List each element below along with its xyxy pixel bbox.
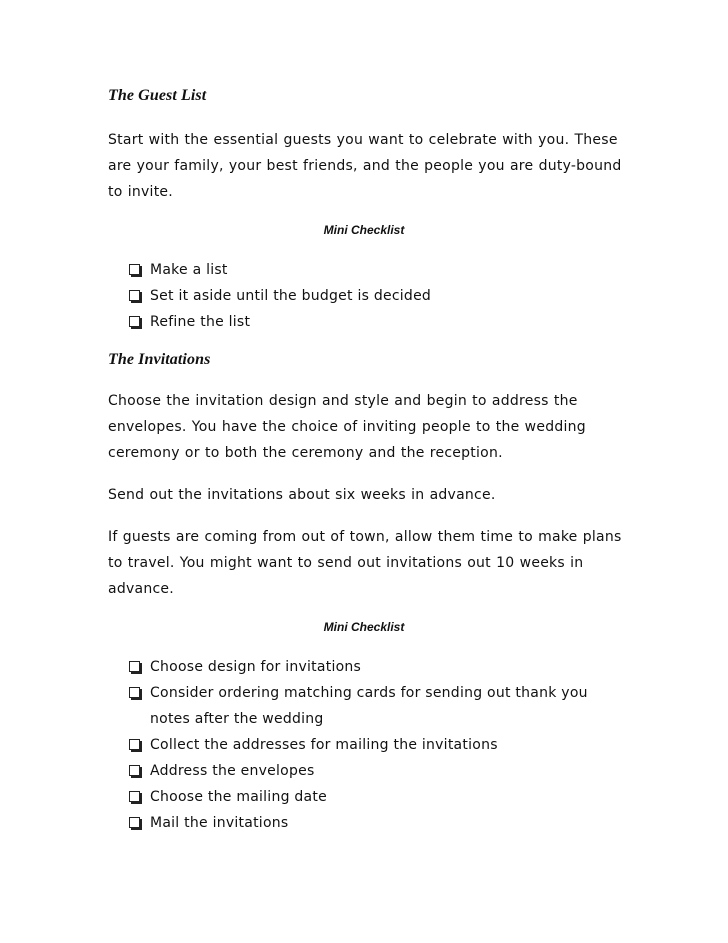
checklist-item — [108, 732, 628, 758]
checkbox-icon[interactable] — [129, 739, 140, 750]
checklist-item-label: Refine the list — [150, 314, 251, 330]
checklist-item — [108, 758, 628, 784]
checklist-item-label: Address the envelopes — [150, 763, 315, 779]
invitations-paragraph-1: Choose the invitation design and style and begin to address the envelopes. You have the choice of inviting people to the wedding ceremony or to both the ceremony and the reception. — [108, 393, 586, 461]
checklist-item — [108, 283, 628, 309]
checklist-item-label: Choose the mailing date — [150, 789, 327, 805]
checklist-item — [108, 784, 628, 810]
checklist-item — [108, 810, 628, 836]
guest-list-paragraph: Start with the essential guests you want to celebrate with you. These are your family, your best friends, and the people you are duty-bound to invite. — [108, 132, 622, 200]
checkbox-icon[interactable] — [129, 316, 140, 327]
checklist-item — [108, 309, 628, 335]
checklist-item-label: Make a list — [150, 262, 228, 278]
checklist-item-label: Set it aside until the budget is decided — [150, 288, 432, 304]
guest-list-heading: The Guest List — [108, 87, 207, 104]
checkbox-icon[interactable] — [129, 661, 140, 672]
checklist-item-label: Collect the addresses for mailing the invitations — [150, 737, 498, 753]
invitations-heading: The Invitations — [108, 351, 211, 368]
invitations-checklist-title: Mini Checklist — [323, 620, 405, 634]
invitations-paragraph-3: If guests are coming from out of town, allow them time to make plans to travel. You might want to send out invitations out 10 weeks in advance. — [108, 529, 622, 597]
guest-list-checklist — [108, 257, 628, 335]
invitations-paragraph-2: Send out the invitations about six weeks in advance. — [108, 487, 496, 503]
invitations-checklist — [108, 654, 628, 836]
checklist-item — [108, 257, 628, 283]
checkbox-icon[interactable] — [129, 687, 140, 698]
checkbox-icon[interactable] — [129, 817, 140, 828]
checkbox-icon[interactable] — [129, 765, 140, 776]
checkbox-icon[interactable] — [129, 290, 140, 301]
checklist-item — [108, 680, 628, 732]
document-page — [108, 86, 628, 836]
checklist-item — [108, 654, 628, 680]
checkbox-icon[interactable] — [129, 791, 140, 802]
checklist-item-label: Consider ordering matching cards for sending out thank you notes after the wedding — [150, 685, 588, 727]
checkbox-icon[interactable] — [129, 264, 140, 275]
checklist-item-label: Choose design for invitations — [150, 659, 362, 675]
guest-list-checklist-title: Mini Checklist — [323, 223, 405, 237]
checklist-item-label: Mail the invitations — [150, 815, 289, 831]
